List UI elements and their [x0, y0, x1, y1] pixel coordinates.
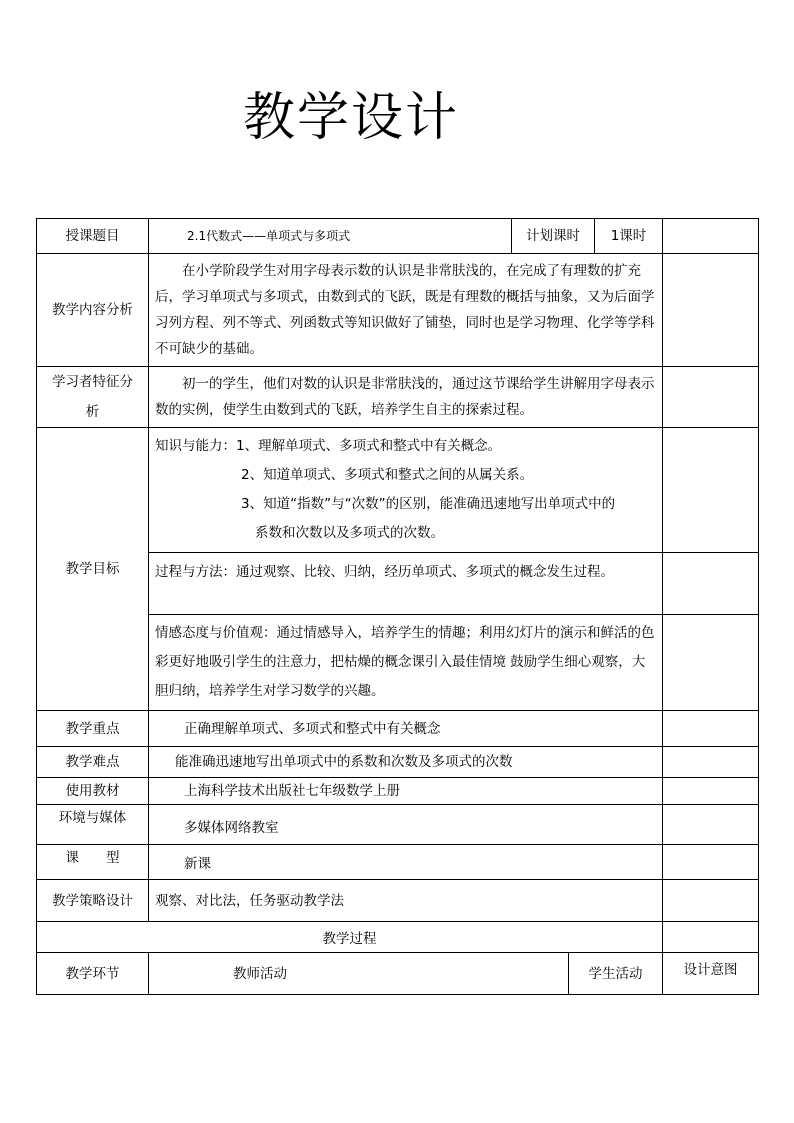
empty-cell	[663, 711, 759, 747]
empty-cell	[663, 805, 759, 845]
learner-label-line2: 析	[85, 404, 100, 420]
page-title: 教学设计	[243, 88, 460, 148]
empty-cell	[663, 880, 759, 922]
col-intent: 设计意图	[663, 953, 759, 995]
environment-value: 多媒体网络教室	[149, 805, 663, 845]
empty-cell	[663, 219, 759, 254]
difficulty-row	[37, 747, 759, 778]
col-teacher: 教师活动	[149, 953, 569, 995]
objectives-knowledge-row	[37, 428, 759, 553]
topic-label: 授课题目	[37, 219, 149, 254]
learner-row	[37, 367, 759, 428]
strategy-value: 观察、对比法，任务驱动教学法	[149, 880, 663, 922]
objectives-label: 教学目标	[37, 428, 149, 711]
empty-cell	[663, 367, 759, 428]
col-student: 学生活动	[569, 953, 663, 995]
col-stage: 教学环节	[37, 953, 149, 995]
difficulty-label: 教学难点	[37, 747, 149, 778]
learner-label	[37, 367, 149, 428]
textbook-label: 使用教材	[37, 778, 149, 805]
topic-value: 2.1代数式——单项式与多项式	[149, 219, 512, 254]
period-label: 计划课时	[512, 219, 595, 254]
empty-cell	[663, 254, 759, 367]
textbook-row	[37, 778, 759, 805]
textbook-value: 上海科学技术出版社七年级数学上册	[149, 778, 663, 805]
learner-label-line1: 学习者特征分	[52, 374, 133, 390]
lesson-type-label: 课 型	[37, 845, 149, 880]
empty-cell	[663, 845, 759, 880]
process-header: 教学过程	[37, 922, 663, 953]
empty-cell	[663, 615, 759, 711]
process-method: 过程与方法：通过观察、比较、归纳，经历单项式、多项式的概念发生过程。	[149, 553, 663, 615]
knowledge-ability	[149, 428, 663, 553]
empty-cell	[663, 428, 759, 553]
knowledge-line-3: 3、知道“指数”与“次数”的区别，能准确迅速地写出单项式中的	[241, 496, 616, 512]
strategy-label: 教学策略设计	[37, 880, 149, 922]
key-point-row	[37, 711, 759, 747]
key-point-label: 教学重点	[37, 711, 149, 747]
empty-cell	[663, 778, 759, 805]
content-analysis-label: 教学内容分析	[37, 254, 149, 367]
strategy-row	[37, 880, 759, 922]
content-analysis-text: 在小学阶段学生对用字母表示数的认识是非常肤浅的，在完成了有理数的扩充后，学习单项式与多项式，由数到式的飞跃，既是有理数的概括与抽象，又为后面学习列方程、列不等式、列函数式等知识做好了铺垫，同时也是学习物理、化学等学科不可缺少的基础。	[149, 254, 663, 367]
period-value: 1课时	[595, 219, 663, 254]
difficulty-value: 能准确迅速地写出单项式中的系数和次数及多项式的次数	[149, 747, 663, 778]
empty-cell	[663, 922, 759, 953]
knowledge-line-1: 知识与能力：1、理解单项式、多项式和整式中有关概念。	[155, 438, 502, 454]
process-header-row	[37, 922, 759, 953]
empty-cell	[663, 553, 759, 615]
lesson-plan-table	[36, 218, 759, 995]
lesson-type-row	[37, 845, 759, 880]
learner-text: 初一的学生，他们对数的认识是非常肤浅的，通过这节课给学生讲解用字母表示数的实例，使学生由数到式的飞跃，培养学生自主的探索过程。	[149, 367, 663, 428]
content-analysis-row	[37, 254, 759, 367]
environment-row	[37, 805, 759, 845]
key-point-value: 正确理解单项式、多项式和整式中有关概念	[149, 711, 663, 747]
environment-label: 环境与媒体	[37, 805, 149, 845]
knowledge-line-4: 系数和次数以及多项式的次数。	[255, 525, 444, 541]
empty-cell	[663, 747, 759, 778]
knowledge-line-2: 2、知道单项式、多项式和整式之间的从属关系。	[241, 467, 534, 483]
lesson-type-value: 新课	[149, 845, 663, 880]
emotion-values: 情感态度与价值观：通过情感导入，培养学生的情趣；利用幻灯片的演示和鲜活的色彩更好地吸引学生的注意力，把枯燥的概念课引入最佳情境 鼓励学生细心观察，大胆归纳，培养学生对学习数学的兴趣。	[149, 615, 663, 711]
topic-row	[37, 219, 759, 254]
process-columns-row	[37, 953, 759, 995]
